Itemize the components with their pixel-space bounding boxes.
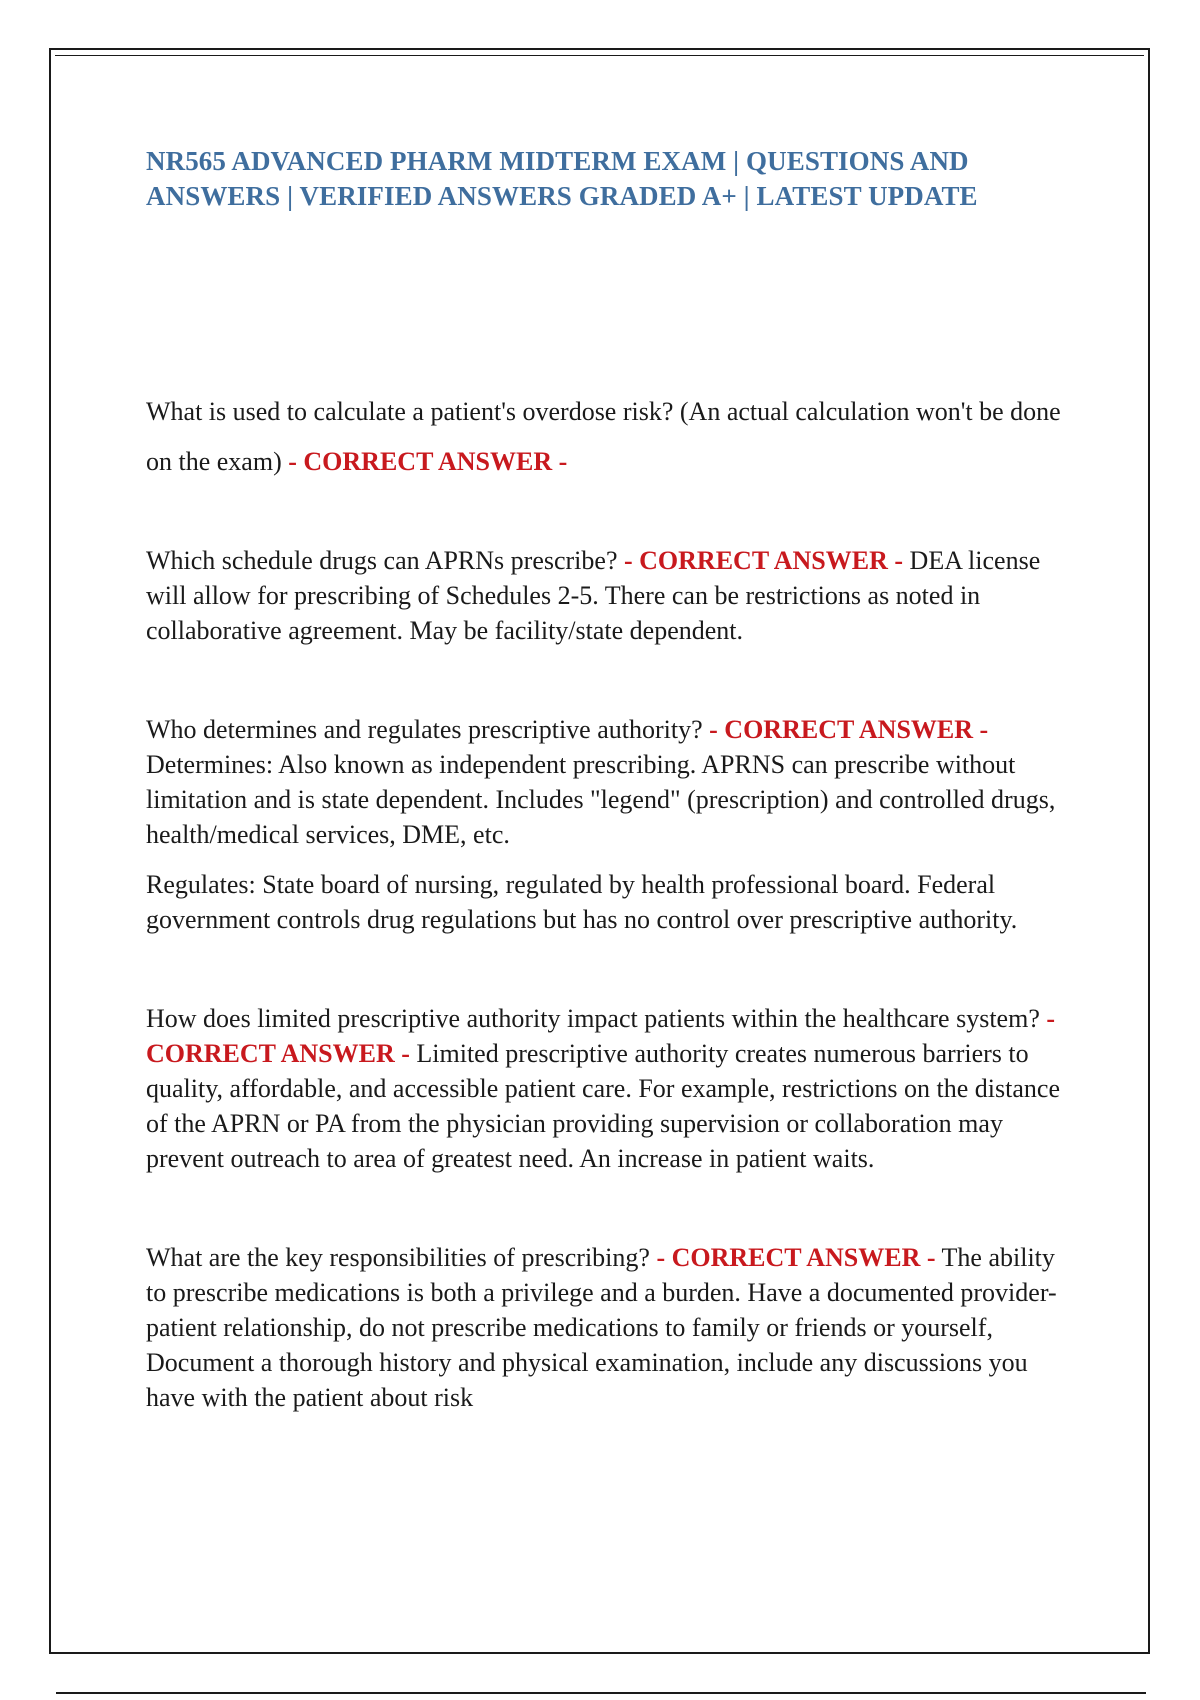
correct-answer-marker: - CORRECT ANSWER - [288,447,568,476]
correct-answer-marker: - CORRECT ANSWER - [656,1243,936,1272]
document-title: NR565 ADVANCED PHARM MIDTERM EXAM | QUESTIONS AND ANSWERS | VERIFIED ANSWERS GRADED A+ | LATEST UPDATE [146,146,978,211]
qa-item [146,543,1076,648]
question-text [146,394,1076,429]
correct-answer-marker: - CORRECT ANSWER - [146,1004,1056,1068]
answer: DEA license will allow for prescribing of Schedules 2-5. There can be restrictions as noted in collaborative agreement. May be facility/state dependent. [146,546,1041,645]
question: How does limited prescriptive authority impact patients within the healthcare system? [146,1004,1040,1033]
qa-text [146,1001,1076,1176]
question-continuation [146,444,1076,479]
qa-text [146,1240,1076,1415]
question: Which schedule drugs can APRNs prescribe? [146,546,618,575]
answer-continuation: Regulates: State board of nursing, regulated by health professional board. Federal government controls drug regulations but has no control over prescriptive authority. [146,870,1018,934]
question: What are the key responsibilities of prescribing? [146,1243,650,1272]
qa-item [146,394,1076,479]
question: What is used to calculate a patient's overdose risk? (An actual calculation won't be done [146,397,1061,426]
document-body [146,144,1076,1479]
correct-answer-marker: - CORRECT ANSWER - [709,715,989,744]
answer: The ability to prescribe medications is both a privilege and a burden. Have a documented provider-patient relationship, do not prescribe medications to family or friends or yourself, Document a thorough history and physical examination, include any discussions you have with the patient about risk [146,1243,1057,1412]
qa-item [146,712,1076,937]
answer: Limited prescriptive authority creates numerous barriers to quality, affordable, and accessible patient care. For example, restrictions on the distance of the APRN or PA from the physician providing supervision or collaboration may prevent outreach to area of greatest need. An increase in patient waits. [146,1039,1060,1173]
qa-text [146,543,1076,648]
qa-text [146,712,1076,852]
qa-item [146,1001,1076,1176]
correct-answer-marker: - CORRECT ANSWER - [623,546,904,575]
question: Who determines and regulates prescriptive authority? [146,715,703,744]
qa-list [146,394,1076,1415]
answer: Determines: Also known as independent prescribing. APRNS can prescribe without limitation and is state dependent. Includes "legend" (prescription) and controlled drugs, health/medical services, DME, etc. [146,750,1056,849]
question: on the exam) [146,447,282,476]
qa-item [146,1240,1076,1415]
page-break-rule [56,1692,1146,1694]
